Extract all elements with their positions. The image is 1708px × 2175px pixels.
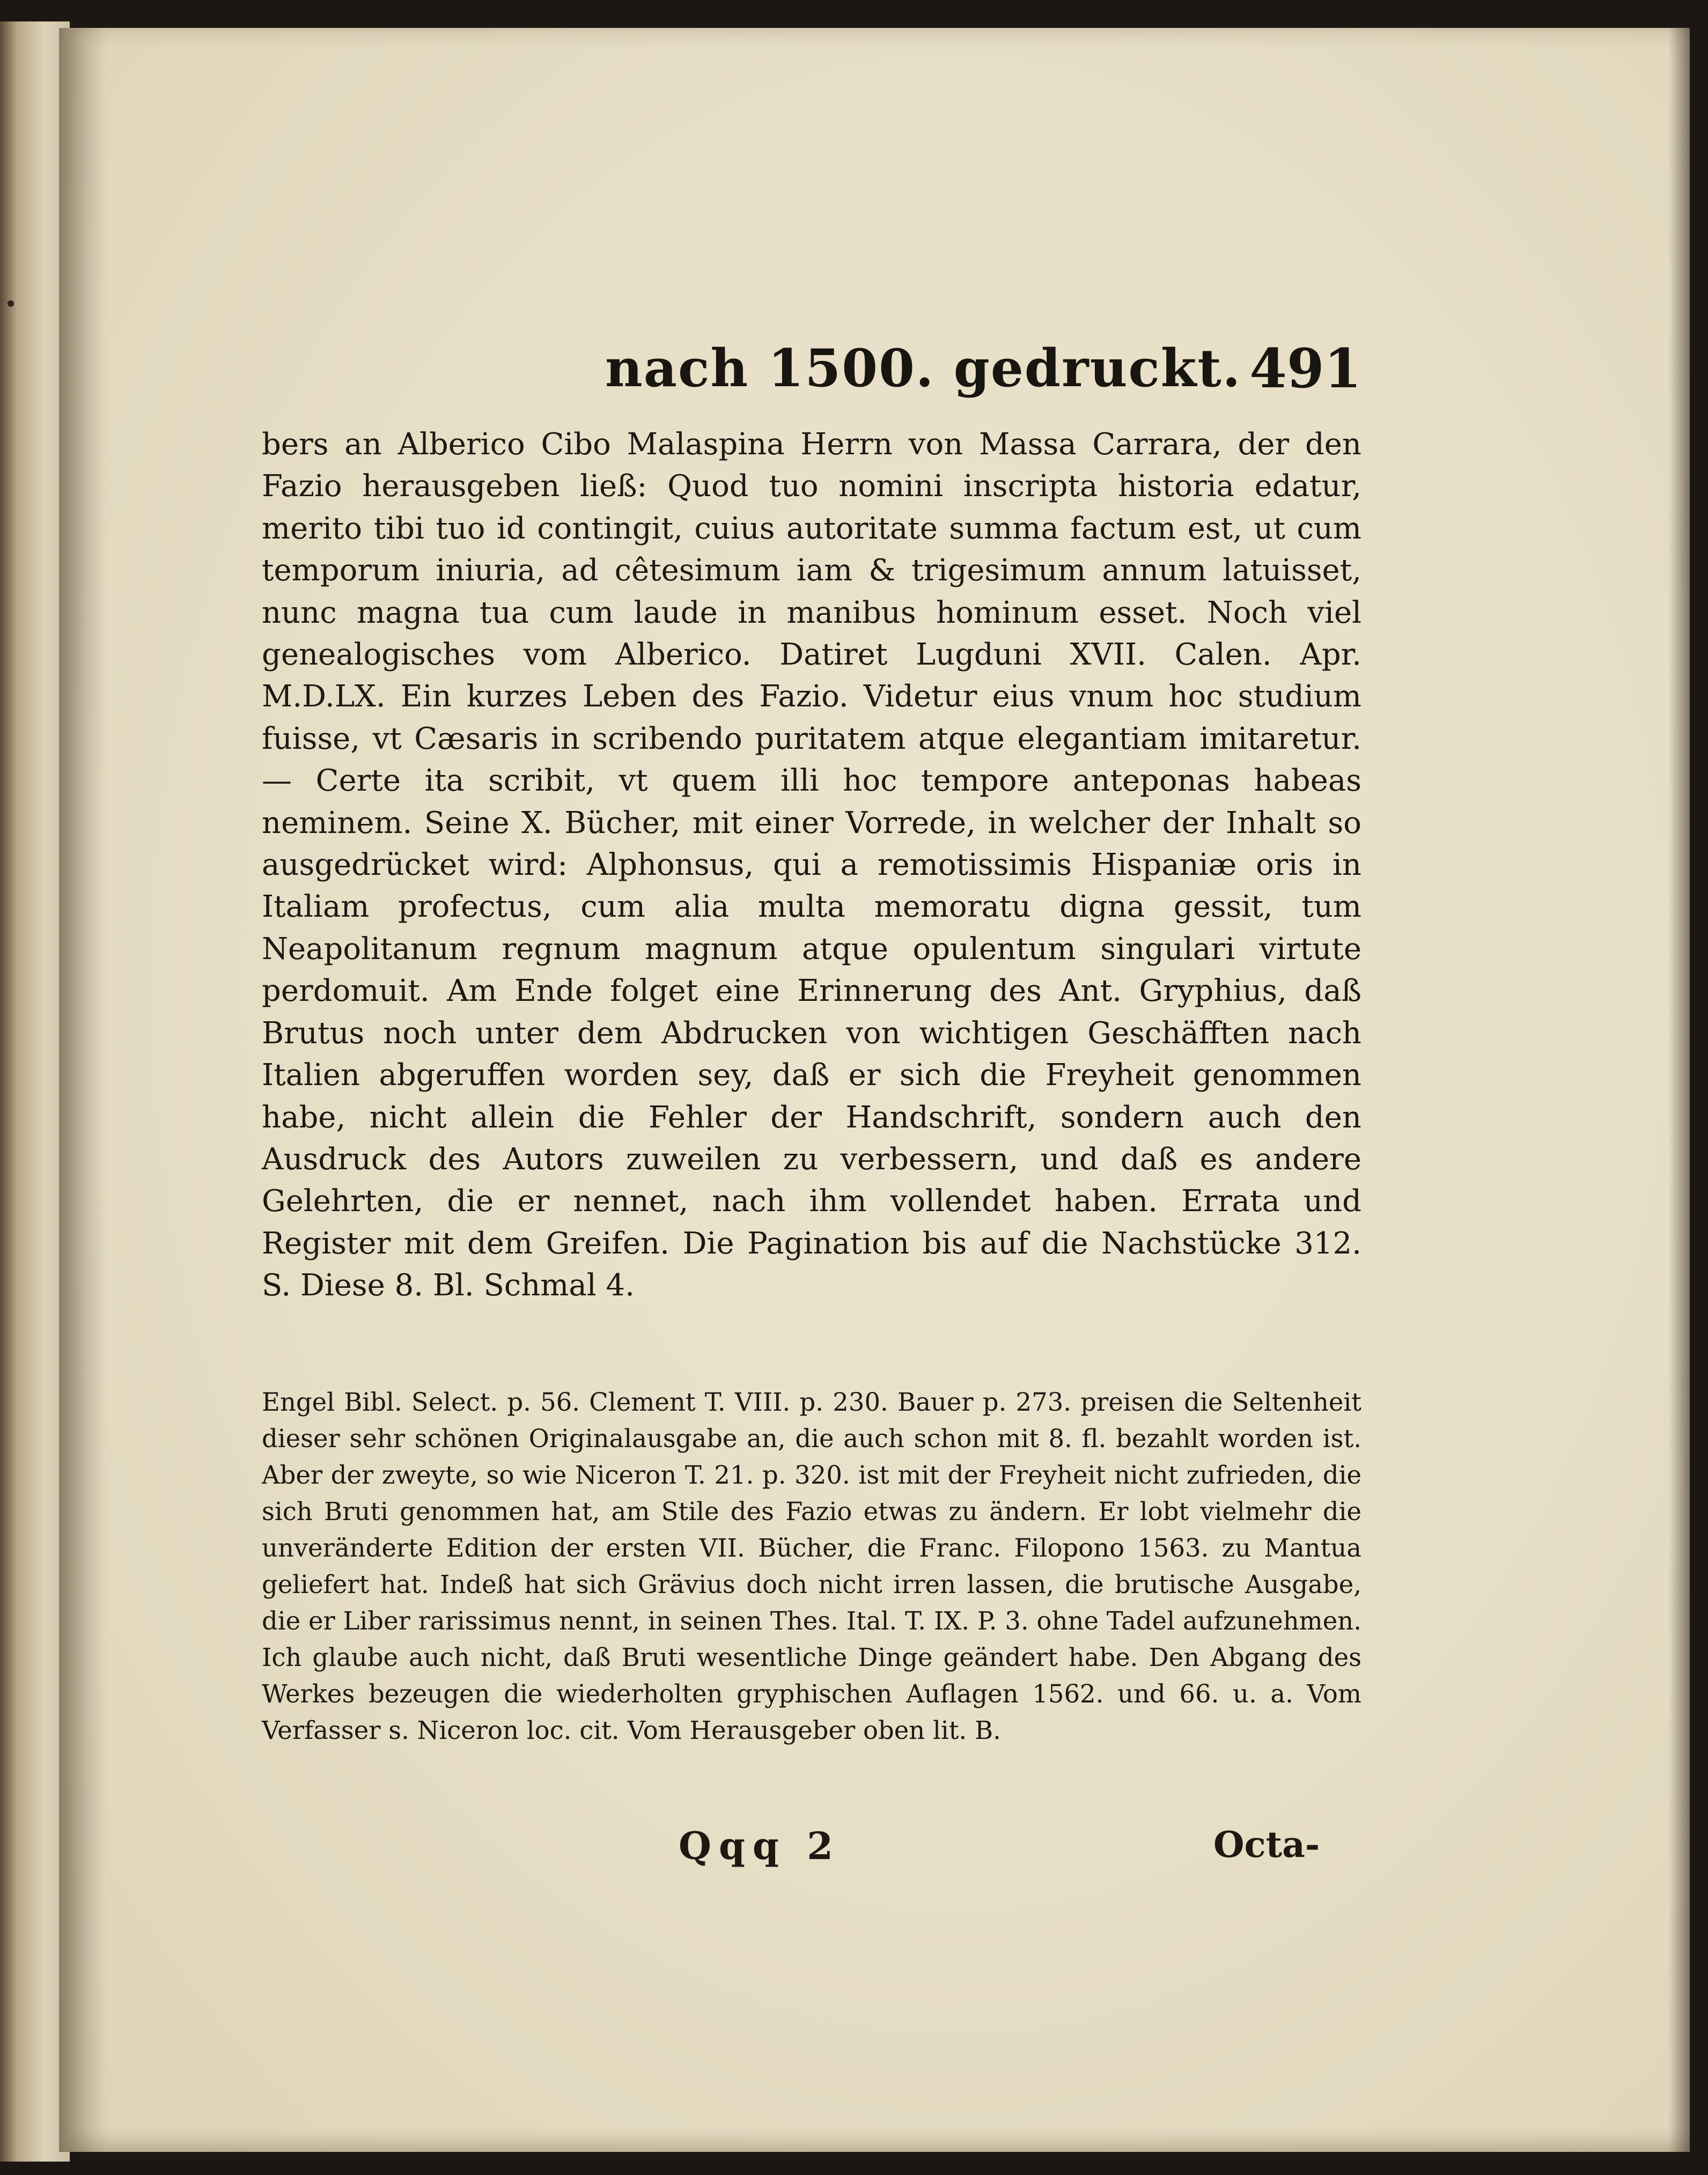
page-header	[262, 327, 1361, 408]
note-paragraph: Engel Bibl. Select. p. 56. Clement T. VIII. p. 230. Bauer p. 273. preisen die Seltenheit dieser sehr schönen Originalausgabe an, die auch schon mit 8. fl. bezahlt worden ist. Aber der zweyte, so wie Niceron T. 21. p. 320. ist mit der Freyheit nicht zufrieden, die sich Bruti genommen hat, am Stile des Fazio etwas zu ändern. Er lobt vielmehr die unveränderte Edition der ersten VII. Bücher, die Franc. Filopono 1563. zu Mantua geliefert hat. Indeß hat sich Grävius doch nicht irren lassen, die brutische Ausgabe, die er Liber rarissimus nennt, in seinen Thes. Ital. T. IX. P. 3. ohne Tadel aufzunehmen. Ich glaube auch nicht, daß Bruti wesentliche Dinge geändert habe. Den Abgang des Werkes bezeugen die wiederholten gryphischen Auflagen 1562. und 66. u. a. Vom Verfasser s. Niceron loc. cit. Vom Herausgeber oben lit. B.	[262, 1388, 1361, 1745]
ink-spot	[8, 300, 14, 307]
signature-mark: Qqq 2	[679, 1824, 841, 1868]
catchword: Octa-	[1213, 1824, 1320, 1866]
main-text-paragraph: bers an Alberico Cibo Malaspina Herrn von Massa Carrara, der den Fazio herausgeben ließ: Quod tuo nomini inscripta historia edatur, merito tibi tuo id contingit, cuius autoritate summa factum est, ut cum temporum iniuria, ad cêtesimum iam & trigesimum annum latuisset, nunc magna tua cum laude in manibus hominum esset. Noch viel genealogisches vom Alberico. Datiret Lugduni XVII. Calen. Apr. M.D.LX. Ein kurzes Leben des Fazio. Videtur eius vnum hoc studium fuisse, vt Cæsaris in scribendo puritatem atque elegantiam imitaretur. — Certe ita scribit, vt quem illi hoc tempore anteponas habeas neminem. Seine X. Bücher, mit einer Vorrede, in welcher der Inhalt so ausgedrücket wird: Alphonsus, qui a remotissimis Hispaniæ oris in Italiam profectus, cum alia multa memoratu digna gessit, tum Neapolitanum regnum magnum atque opulentum singulari virtute perdomuit. Am Ende folget eine Erinnerung des Ant. Gryphius, daß Brutus noch unter dem Abdrucken von wichtigen Geschäfften nach Italien abgeruffen worden sey, daß er sich die Freyheit genommen habe, nicht allein die Fehler der Handschrift, sondern auch den Ausdruck des Autors zuweilen zu verbessern, und daß es andere Gelehrten, die er nennet, nach ihm vollendet haben. Errata und Register mit dem Greifen. Die Pagination bis auf die Nachstücke 312. S. Diese 8. Bl. Schmal 4.	[262, 427, 1361, 1303]
gutter-shadow	[59, 28, 107, 2152]
page-number: 491	[1249, 337, 1361, 400]
running-title: nach 1500. gedruckt.	[605, 338, 1242, 399]
page-right-edge	[1668, 28, 1690, 2152]
